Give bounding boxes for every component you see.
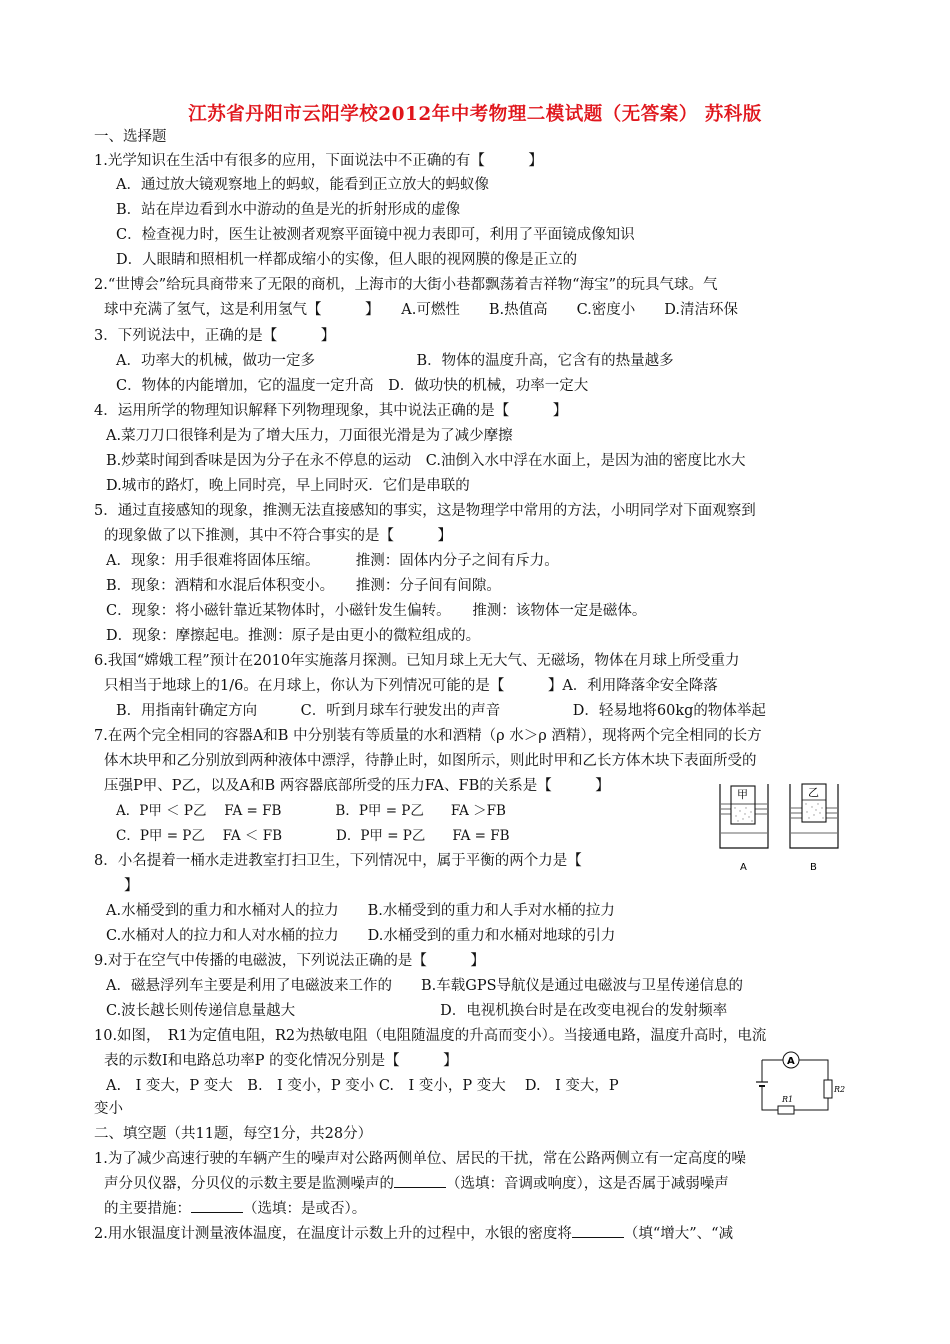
q10-options: A. I 变大，P 变大 B. I 变小，P 变小 C. I 变小，P 变大 D. I 变大，P: [106, 1078, 619, 1094]
q1-option-d: D．人眼睛和照相机一样都成缩小的实像，但人眼的视网膜的像是正立的: [116, 252, 578, 268]
section-fill-heading: 二、填空题（共11题，每空1分，共28分）: [94, 1126, 373, 1142]
q8-line-2: 】: [124, 878, 139, 894]
q4-option-a: A.菜刀刀口很锋利是为了增大压力，刀面很光滑是为了减少摩擦: [106, 428, 513, 444]
q5-option-d: D．现象：摩擦起电。推测：原子是由更小的微粒组成的。: [106, 628, 481, 644]
q3-options-ab: A．功率大的机械，做功一定多 B．物体的温度升高，它含有的热量越多: [116, 353, 674, 369]
block-a-label: 甲: [737, 788, 748, 801]
q1-option-b: B．站在岸边看到水中游动的鱼是光的折射形成的虚像: [116, 202, 461, 218]
fill1-line-3-text-b: （选填：是或否）。: [243, 1201, 367, 1217]
section-choice-heading: 一、选择题: [94, 129, 167, 145]
q3-options-cd: C．物体的内能增加，它的温度一定升高 D．做功快的机械，功率一定大: [116, 378, 589, 394]
q4-stem: 4．运用所学的物理知识解释下列物理现象，其中说法正确的是【 】: [94, 403, 568, 419]
q9-options-ab: A．磁悬浮列车主要是利用了电磁波来工作的 B.车载GPS导航仪是通过电磁波与卫星传递信息的: [106, 978, 744, 994]
r1-label: R1: [782, 1095, 794, 1104]
q8-options-cd: C.水桶对人的拉力和人对水桶的拉力 D.水桶受到的重力和水桶对地球的引力: [106, 928, 616, 944]
q5-option-a: A．现象：用手很难将固体压缩。 推测：固体内分子之间有斥力。: [106, 553, 559, 569]
q10-circuit-figure: [748, 1050, 848, 1116]
resistor-r1: [778, 1106, 794, 1114]
q7-containers-figure: [716, 778, 846, 874]
fill2-line-1-text-b: （填“增大”、“减: [623, 1226, 734, 1242]
q9-options-cd: C.波长越长则传递信息量越大 D．电视机换台时是在改变电视台的发射频率: [106, 1003, 728, 1019]
q2-line-1: 2.“世博会”给玩具商带来了无限的商机，上海市的大街小巷都飘荡着吉祥物“海宝”的玩具气球。气: [94, 277, 718, 293]
q6-line-3: B．用指南针确定方向 C．听到月球车行驶发出的声音 D．轻易地将60kg的物体举起: [116, 703, 766, 719]
q7-options-ab: A．P甲 ＜ P乙 FA = FB B．P甲 = P乙 FA ＞FB: [116, 803, 506, 819]
q10-line-1: 10.如图， R1为定值电阻，R2为热敏电阻（电阻随温度的升高而变小）。当接通电路，温度升高时，电流: [94, 1028, 767, 1044]
fill1-line-2-text-b: （选填：音调或响度），这是否属于减弱噪声: [446, 1176, 729, 1192]
q5-line-1: 5．通过直接感知的现象，推测无法直接感知的事实，这是物理学中常用的方法，小明同学对下面观察到: [94, 503, 756, 519]
q5-option-b: B．现象：酒精和水混后体积变小。 推测：分子间有间隙。: [106, 578, 501, 594]
q4-options-bc: B.炒菜时闻到香味是因为分子在永不停息的运动 C.油倒入水中浮在水面上，是因为油的密度比水大: [106, 453, 746, 469]
q5-line-2: 的现象做了以下推测，其中不符合事实的是【 】: [104, 528, 452, 544]
container-a-label: A: [740, 862, 747, 873]
q8-line-1: 8．小名提着一桶水走进教室打扫卫生，下列情况中，属于平衡的两个力是【: [94, 853, 582, 869]
q1-stem: 1.光学知识在生活中有很多的应用，下面说法中不正确的有【 】: [94, 153, 543, 169]
q2-line-2: 球中充满了氢气，这是利用氢气【 】 A.可燃性 B.热值高 C.密度小 D.清洁环保: [104, 302, 738, 318]
q10-options-cont: 变小: [94, 1101, 123, 1117]
q9-stem: 9.对于在空气中传播的电磁波，下列说法正确的是【 】: [94, 953, 485, 969]
fill1-blank-2[interactable]: [191, 1200, 243, 1213]
q5-option-c: C．现象：将小磁针靠近某物体时，小磁针发生偏转。 推测：该物体一定是磁体。: [106, 603, 647, 619]
q7-options-cd: C．P甲 = P乙 FA ＜ FB D．P甲 = P乙 FA = FB: [116, 828, 510, 844]
q1-option-c: C．检查视力时，医生让被测者观察平面镜中视力表即可，利用了平面镜成像知识: [116, 227, 635, 243]
q7-line-1: 7.在两个完全相同的容器A和B 中分别装有等质量的水和酒精（ρ 水＞ρ 酒精），现将两个完全相同的长方: [94, 728, 762, 744]
fill1-line-2: [104, 1175, 729, 1193]
ammeter-label: A: [787, 1056, 795, 1067]
container-b-label: B: [810, 862, 817, 873]
q6-line-2: 只相当于地球上的1/6。在月球上，你认为下列情况可能的是【 】A．利用降落伞安全降落: [104, 678, 718, 694]
fill2-line-1: [94, 1225, 733, 1243]
fill1-line-3-text-a: 的主要措施：: [104, 1201, 191, 1217]
q6-line-1: 6.我国“嫦娥工程”预计在2010年实施落月探测。已知月球上无大气、无磁场，物体在月球上所受重力: [94, 653, 740, 669]
r2-label: R2: [834, 1085, 846, 1094]
fill1-line-1: 1.为了减少高速行驶的车辆产生的噪声对公路两侧单位、居民的干扰，常在公路两侧立有一定高度的噪: [94, 1151, 746, 1167]
q4-option-d: D.城市的路灯，晚上同时亮，早上同时灭．它们是串联的: [106, 478, 470, 494]
q8-options-ab: A.水桶受到的重力和水桶对人的拉力 B.水桶受到的重力和人手对水桶的拉力: [106, 903, 615, 919]
fill1-line-2-text-a: 声分贝仪器，分贝仪的示数主要是监测噪声的: [104, 1176, 394, 1192]
q1-option-a: A．通过放大镜观察地上的蚂蚁，能看到正立放大的蚂蚁像: [116, 177, 489, 193]
block-b-label: 乙: [808, 786, 819, 799]
fill2-blank-1[interactable]: [572, 1225, 624, 1238]
page-title: 江苏省丹阳市云阳学校2012年中考物理二模试题（无答案） 苏科版: [188, 104, 762, 125]
fill2-line-1-text-a: 2.用水银温度计测量液体温度，在温度计示数上升的过程中，水银的密度将: [94, 1226, 572, 1242]
q7-line-3: 压强P甲、P乙，以及A和B 两容器底部所受的压力FA、FB的关系是【 】: [104, 778, 610, 794]
fill1-line-3: [104, 1200, 366, 1218]
q10-line-2: 表的示数I和电路总功率P 的变化情况分别是【 】: [104, 1053, 458, 1069]
fill1-blank-1[interactable]: [394, 1175, 446, 1188]
q7-line-2: 体木块甲和乙分别放到两种液体中漂浮，待静止时，如图所示，则此时甲和乙长方体木块下表面所受的: [104, 753, 757, 769]
q3-stem: 3．下列说法中，正确的是【 】: [94, 328, 336, 344]
resistor-r2: [824, 1080, 832, 1098]
